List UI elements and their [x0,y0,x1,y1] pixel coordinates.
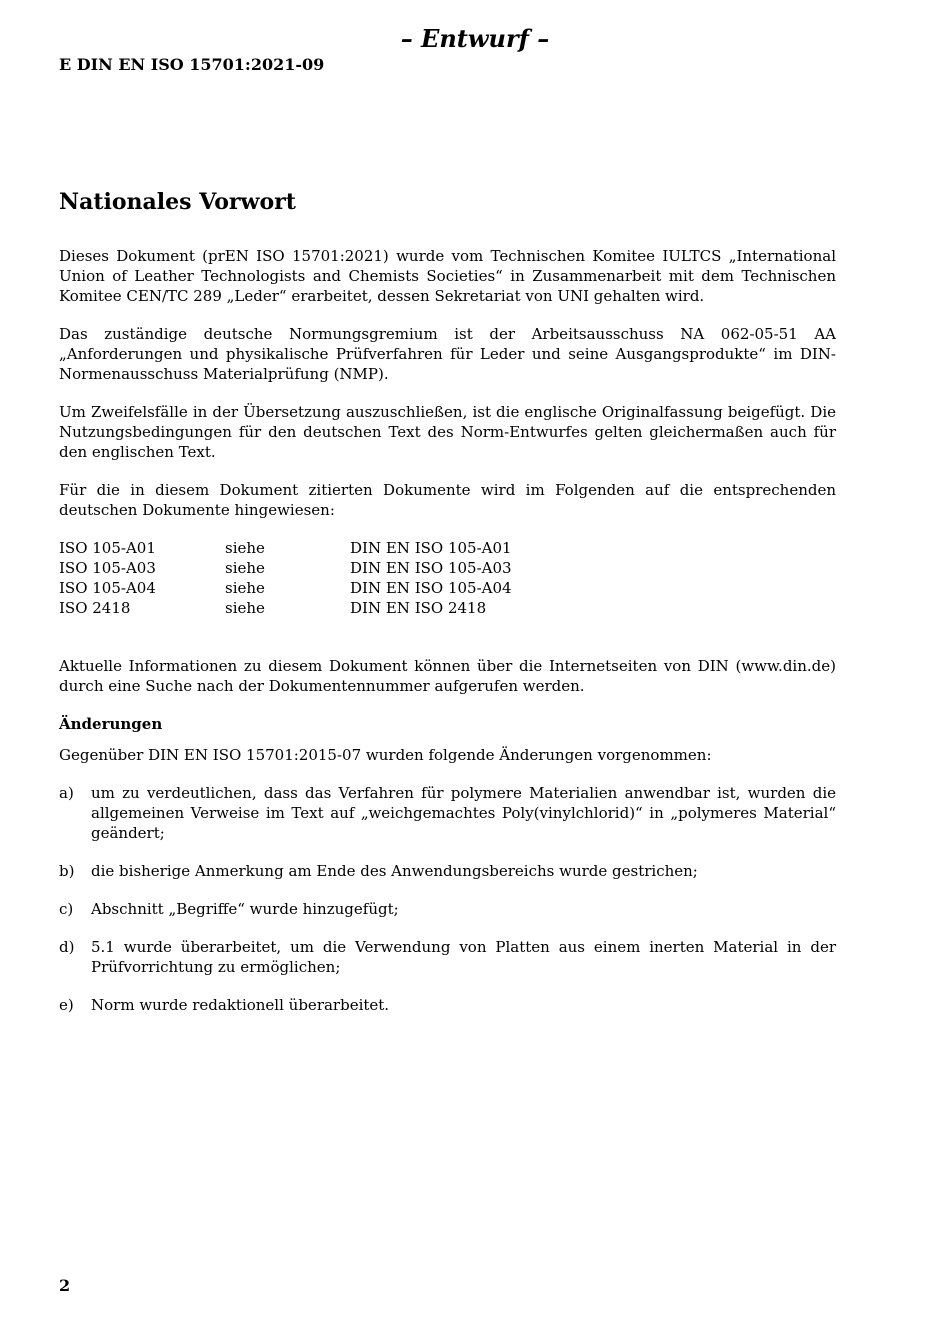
reference-din: DIN EN ISO 105-A03 [350,559,512,577]
reference-iso: ISO 105-A03 [59,559,156,577]
list-marker: c) [59,900,74,918]
reference-see: siehe [225,599,265,617]
page-number: 2 [59,1276,71,1295]
list-marker: e) [59,996,74,1014]
reference-see: siehe [225,559,265,577]
reference-iso: ISO 105-A04 [59,579,156,597]
list-item [59,899,836,919]
reference-iso: ISO 2418 [59,599,131,617]
paragraph-references-intro: Für die in diesem Dokument zitierten Dokumente wird im Folgenden auf die entsprechenden deutschen Dokumente hingewiesen: [59,481,836,519]
paragraph-translation: Um Zweifelsfälle in der Übersetzung auszuschließen, ist die englische Originalfassung beigefügt. Die Nutzungsbedingungen für den deutschen Text des Norm-Entwurfes gelten gleichermaßen auch für den englischen Text. [59,403,836,461]
list-text: die bisherige Anmerkung am Ende des Anwendungsbereichs wurde gestrichen; [91,862,698,880]
reference-din: DIN EN ISO 2418 [350,599,487,617]
reference-din: DIN EN ISO 105-A04 [350,579,512,597]
table-row [59,598,512,618]
table-row [59,538,512,558]
list-text: Norm wurde redaktionell überarbeitet. [91,996,390,1014]
list-item [59,995,836,1015]
reference-din: DIN EN ISO 105-A01 [350,539,512,557]
draft-label: – Entwurf – [400,24,550,53]
paragraph-committee: Dieses Dokument (prEN ISO 15701:2021) wurde vom Technischen Komitee IULTCS „International Union of Leather Technologists and Chemists Societies“ in Zusammenarbeit mit dem Technischen Komitee CEN/TC 289 „Leder“ erarbeitet, dessen Sekretariat von UNI gehalten wird. [59,247,836,305]
reference-see: siehe [225,539,265,557]
list-text: um zu verdeutlichen, dass das Verfahren für polymere Materialien anwendbar ist, wurden die allgemeinen Verweise im Text auf „weichgemachtes Poly(vinylchlorid)“ in „polymeres Material“ geändert; [91,784,836,842]
section-title: Nationales Vorwort [59,189,296,215]
reference-see: siehe [225,579,265,597]
table-row [59,578,512,598]
list-text: 5.1 wurde überarbeitet, um die Verwendung von Platten aus einem inerten Material in der Prüfvorrichtung zu ermöglichen; [91,938,836,976]
list-marker: b) [59,862,75,880]
paragraph-info: Aktuelle Informationen zu diesem Dokument können über die Internetseiten von DIN (www.din.de) durch eine Suche nach der Dokumentennummer aufgerufen werden. [59,657,836,695]
list-text: Abschnitt „Begriffe“ wurde hinzugefügt; [91,900,399,918]
paragraph-standards-body: Das zuständige deutsche Normungsgremium ist der Arbeitsausschuss NA 062-05-51 AA „Anforderungen und physikalische Prüfverfahren für Leder und seine Ausgangsprodukte“ im DIN-Normenausschuss Materialprüfung (NMP). [59,325,836,383]
page-content [59,188,836,1033]
reference-table [59,538,512,618]
list-marker: a) [59,784,74,802]
list-marker: d) [59,938,75,956]
list-item [59,861,836,881]
list-item [59,783,836,843]
table-row [59,558,512,578]
changes-heading: Änderungen [59,715,163,733]
list-item [59,937,836,977]
document-id: E DIN EN ISO 15701:2021-09 [59,55,325,74]
changes-intro: Gegenüber DIN EN ISO 15701:2015-07 wurden folgende Änderungen vorgenommen: [59,746,712,764]
reference-iso: ISO 105-A01 [59,539,156,557]
changes-list [59,783,836,1015]
